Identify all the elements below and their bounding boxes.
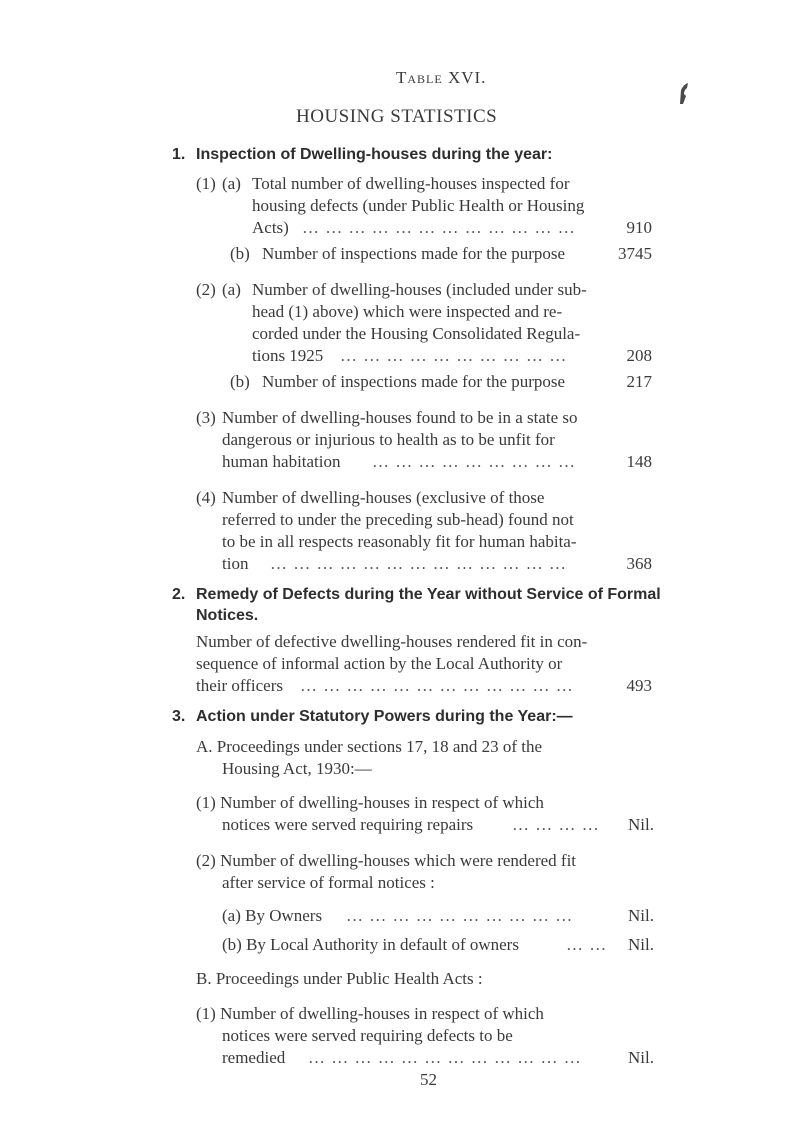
section-2-value: 493 [626,676,652,695]
item-1-4-line: tion [222,554,249,573]
item-1-1a-line: housing defects (under Public Health or Housing [252,196,585,215]
item-1-1a-line: Total number of dwelling-houses inspected for [252,174,570,193]
item-3b-1-value: Nil. [628,1048,654,1067]
item-3a-2-line: after service of formal notices : [222,873,435,892]
item-1-1a-line: Acts) [252,218,289,237]
section-2-title: Notices. [196,607,259,624]
item-1-3-line: Number of dwelling-houses found to be in a state so [222,408,578,427]
item-1-2-number: (2) [196,280,216,299]
leader-dots: … … … … … … … … … … … … … [270,554,567,573]
section-2-line: Number of defective dwelling-houses rendered fit in con- [196,632,588,651]
item-1-1b-value: 3745 [618,244,652,263]
item-3a-2b-text: (b) By Local Authority in default of owners [222,935,519,954]
section-2-number: 2. [172,586,186,603]
item-3a-2b-value: Nil. [628,935,654,954]
item-1-2a-line: tions 1925 [252,346,324,365]
item-1-4-number: (4) [196,488,216,507]
item-1-1b-text: Number of inspections made for the purpose [262,244,566,263]
printer-ornament-icon [678,82,690,106]
item-1-1-number: (1) [196,174,216,193]
item-1-4-value: 368 [626,554,652,573]
item-1-2b-text: Number of inspections made for the purpose [262,372,566,391]
item-3a-1-value: Nil. [628,815,654,834]
leader-dots: … … … … … … … … … … [340,346,568,365]
item-3a-1-line: (1) Number of dwelling-houses in respect of which [196,793,544,812]
subsection-a-line: A. Proceedings under sections 17, 18 and 23 of the [196,737,543,756]
section-2-line: sequence of informal action by the Local Authority or [196,654,563,673]
item-1-2a-line: head (1) above) which were inspected and re- [252,302,563,321]
page-number: 52 [420,1070,437,1089]
leader-dots: … … … … … … … … … … [346,906,574,925]
item-1-3-number: (3) [196,408,216,427]
section-2-title: Remedy of Defects during the Year without Service of Formal [196,586,661,603]
item-1-2b-label: (b) [230,372,250,391]
section-3-title: Action under Statutory Powers during the Year:— [196,708,573,725]
item-3a-2a-value: Nil. [628,906,654,925]
leader-dots: … … … … … … … … … … … … [300,676,574,695]
leader-dots: … … … … [512,815,600,834]
item-1-4-line: to be in all respects reasonably fit for human habita- [222,532,577,551]
item-3a-2-line: (2) Number of dwelling-houses which were rendered fit [196,851,577,870]
item-3b-1-line: (1) Number of dwelling-houses in respect of which [196,1004,544,1023]
item-1-3-value: 148 [626,452,652,471]
section-1-title: Inspection of Dwelling-houses during the year: [196,146,553,163]
leader-dots: … … [566,935,608,954]
subsection-b-line: B. Proceedings under Public Health Acts : [196,969,483,988]
item-1-2a-line: Number of dwelling-houses (included under sub- [252,280,587,299]
item-1-3-line: human habitation [222,452,341,471]
leader-dots: … … … … … … … … … [372,452,576,471]
subsection-a-line: Housing Act, 1930:— [222,759,372,778]
item-3b-1-line: remedied [222,1048,286,1067]
leader-dots: … … … … … … … … … … … … [302,218,576,237]
item-1-4-line: referred to under the preceding sub-head) found not [222,510,574,529]
item-3a-2a-text: (a) By Owners [222,906,323,925]
section-3-number: 3. [172,708,186,725]
item-1-3-line: dangerous or injurious to health as to be unfit for [222,430,555,449]
item-3a-1-line: notices were served requiring repairs [222,815,474,834]
leader-dots: … … … … … … … … … … … … [308,1048,582,1067]
item-1-1a-label: (a) [222,174,241,193]
item-3b-1-line: notices were served requiring defects to be [222,1026,513,1045]
item-1-2a-value: 208 [626,346,652,365]
item-1-2b-value: 217 [626,372,652,391]
page-title: HOUSING STATISTICS [296,106,498,127]
section-1-number: 1. [172,146,186,163]
section-2-line: their officers [196,676,284,695]
item-1-1b-label: (b) [230,244,250,263]
item-1-4-line: Number of dwelling-houses (exclusive of those [222,488,545,507]
table-title: Table XVI. [396,68,487,87]
item-1-2a-line: corded under the Housing Consolidated Regula- [252,324,581,343]
item-1-1a-value: 910 [626,218,652,237]
item-1-2a-label: (a) [222,280,241,299]
